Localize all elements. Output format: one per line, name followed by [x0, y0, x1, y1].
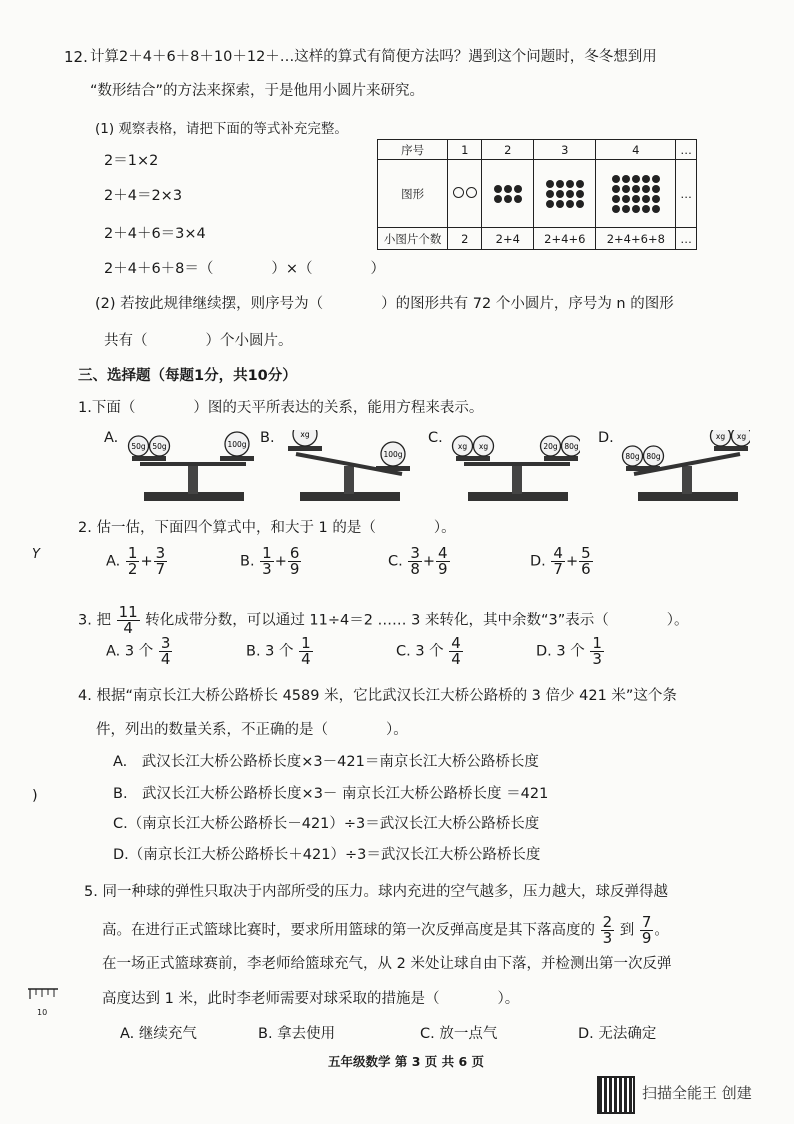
c5-line1: 5. 同一种球的弹性只取决于内部所受的压力。球内充进的空气越多，压力越大，球反弹得越 [84, 884, 668, 900]
page-footer: 五年级数学 第 3 页 共 6 页 [328, 1054, 485, 1069]
figure-4 [596, 160, 676, 228]
table-cell: 2+4+6+8 [596, 228, 676, 250]
weight-label: xg [715, 432, 726, 441]
c1-option-label: C. [428, 430, 443, 446]
q12-part1: (1) 观察表格，请把下面的等式补充完整。 [95, 121, 348, 137]
table-cell: 序号 [378, 140, 448, 160]
q12-line2: “数形结合”的方法来探索，于是他用小圆片来研究。 [90, 83, 425, 99]
scanner-watermark: 扫描全能王 创建 [642, 1084, 752, 1102]
c5-option-d: D. 无法确定 [578, 1026, 657, 1042]
q12-line1: 计算2＋4＋6＋8＋10＋12＋…这样的算式有简便方法吗？遇到这个问题时，冬冬想到用 [90, 49, 657, 65]
c2-option: B. $\frac{1}{3}$ + $\frac{6}{9}$ [240, 544, 300, 578]
figure-2 [482, 160, 534, 228]
c5-option-a: A. 继续充气 [120, 1026, 197, 1042]
c4-line2: 件，列出的数量关系，不正确的是（ ）。 [96, 722, 408, 738]
balance-scale-icon [450, 430, 580, 510]
table-count-row [378, 228, 697, 250]
weight-label: xg [736, 432, 747, 441]
table-cell: 3 [534, 140, 596, 160]
table-cell: 4 [596, 140, 676, 160]
q12-eq1: 2＝1×2 [104, 153, 159, 169]
table-cell: 1 [448, 140, 482, 160]
c5-line2: 高。在进行正式篮球比赛时，要求所用篮球的第一次反弹高度是其下落高度的 $\frac{2}{3}$ 到 $\frac{7}{9}$ 。 [102, 913, 669, 947]
balance-scale-icon [620, 430, 750, 510]
table-cell: … [676, 140, 697, 160]
figure-3 [534, 160, 596, 228]
c5-line4: 高度达到 1 米，此时李老师需要对球采取的措施是（ ）。 [102, 991, 520, 1007]
weight-label: 80g [564, 442, 579, 451]
c5-option-c: C. 放一点气 [420, 1026, 498, 1042]
q12-eq4: 2＋4＋6＋8＝（ ）×（ ） [104, 261, 386, 277]
weight-label: xg [478, 442, 489, 451]
qr-code-icon [597, 1076, 635, 1114]
section-title: 三、选择题（每题1分，共10分） [78, 368, 297, 384]
weight-label: 100g [383, 450, 403, 459]
c1-option-label: B. [260, 430, 275, 446]
c5-line3: 在一场正式篮球赛前，李老师给篮球充气，从 2 米处让球自由下落，并检测出第一次反弹 [102, 956, 672, 972]
c1-stem: 1.下面（ ）图的天平所表达的关系，能用方程来表示。 [78, 400, 484, 416]
balance-scale-icon [126, 430, 256, 510]
c5-fraction-2: $\frac{7}{9}$ [641, 913, 652, 947]
q12-eq3: 2＋4＋6＝3×4 [104, 226, 206, 242]
figure-1 [448, 160, 482, 228]
c5-option-b: B. 拿去使用 [258, 1026, 336, 1042]
c3-post: 转化成带分数，可以通过 11÷4＝2 …… 3 来转化，其中余数“3”表示（ ）。 [145, 612, 689, 629]
table-cell: 2+4+6 [534, 228, 596, 250]
table-cell: … [676, 160, 697, 228]
ruler-label: 10 [37, 1008, 48, 1017]
balance-scale-icon [282, 430, 412, 510]
c4-option-c: C.（南京长江大桥公路桥长－421）÷3＝武汉长江大桥公路桥长度 [113, 816, 540, 832]
c4-option-d: D.（南京长江大桥公路桥长＋421）÷3＝武汉长江大桥公路桥长度 [113, 847, 541, 863]
table-cell: … [676, 228, 697, 250]
weight-label: 50g [131, 442, 146, 451]
c1-option-label: D. [598, 430, 614, 446]
c2-option: D. $\frac{4}{7}$ + $\frac{5}{6}$ [530, 544, 591, 578]
margin-mark: Y [32, 547, 40, 562]
c2-stem: 2. 估一估，下面四个算式中，和大于 1 的是（ ）。 [78, 520, 456, 536]
table-cell: 图形 [378, 160, 448, 228]
weight-label: xg [300, 430, 310, 439]
table-header-row [378, 140, 697, 160]
c4-line1: 4. 根据“南京长江大桥公路桥长 4589 米，它比武汉长江大桥公路桥的 3 倍少 421 米”这个条 [78, 688, 677, 704]
q12-part2-line1: (2) 若按此规律继续摆，则序号为（ ）的图形共有 72 个小圆片，序号为 n 的图形 [95, 296, 674, 312]
c2-option: A. $\frac{1}{2}$ + $\frac{3}{7}$ [106, 544, 166, 578]
c4-option-a: A. 武汉长江大桥公路桥长度×3－421＝南京长江大桥公路桥长度 [113, 754, 539, 770]
q12-part2-line2: 共有（ ）个小圆片。 [104, 333, 293, 349]
weight-label: 50g [152, 442, 167, 451]
weight-label: 80g [625, 452, 640, 461]
table-figure-row [378, 160, 697, 228]
c1-option-label: A. [104, 430, 119, 446]
c3-option: D. 3 个 $\frac{1}{3}$ [536, 634, 602, 668]
table-cell: 小图片个数 [378, 228, 448, 250]
c2-option: C. $\frac{3}{8}$ + $\frac{4}{9}$ [388, 544, 448, 578]
table-cell: 2 [482, 140, 534, 160]
q12-eq2: 2＋4＝2×3 [104, 188, 183, 204]
weight-label: 20g [543, 442, 558, 451]
c3-fraction: $\frac{11}{4}$ [118, 603, 138, 637]
c4-option-b: B. 武汉长江大桥公路桥长度×3－ 南京长江大桥公路桥长度 ＝421 [113, 786, 549, 802]
table-cell: 2 [448, 228, 482, 250]
table-cell: 2+4 [482, 228, 534, 250]
pattern-table [377, 139, 697, 250]
c3-stem [78, 605, 688, 636]
q12-number: 12. [64, 48, 88, 66]
c5-fraction-1: $\frac{2}{3}$ [602, 913, 613, 947]
c3-option: A. 3 个 $\frac{3}{4}$ [106, 634, 171, 668]
c3-pre: 3. 把 [78, 612, 111, 629]
margin-mark: ) [32, 788, 38, 804]
weight-label: 80g [646, 452, 661, 461]
c3-option: B. 3 个 $\frac{1}{4}$ [246, 634, 311, 668]
weight-label: xg [457, 442, 468, 451]
weight-label: 100g [227, 440, 247, 449]
c3-option: C. 3 个 $\frac{4}{4}$ [396, 634, 461, 668]
